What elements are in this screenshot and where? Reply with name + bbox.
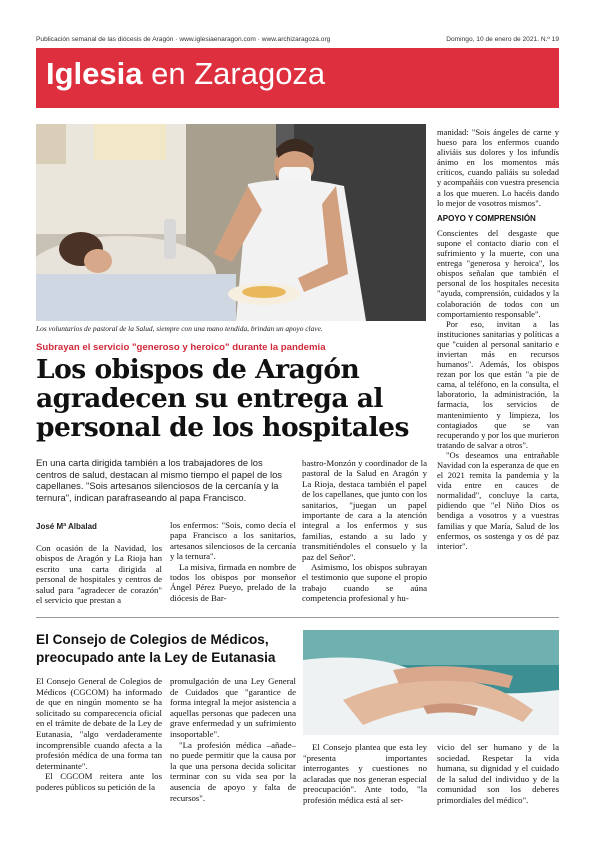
paragraph: El Consejo General de Colegios de Médicos (CGCOM) ha informado de que en ningún momento se ha solicitado su comparecencia oficial en el trámite de debate de la Ley de Eutanasia, "algo verdaderamente incomprensible cuando afecta a la profesión médica de una forma tan determinante". [36, 676, 162, 771]
second-column-1 [36, 676, 162, 793]
publication-info-bar [36, 36, 559, 48]
article-column-4 [437, 127, 559, 551]
article-column-1 [36, 543, 162, 605]
paragraph: "La profesión médica –añade– no puede permitir que la causa por la que una persona decida solicitar terminar con su vida sea por la ausencia de apoyo y falta de recursos". [170, 739, 296, 803]
second-column-2 [170, 676, 296, 803]
hands-photo [303, 630, 559, 735]
paragraph: vicio del ser humano y de la sociedad. Respetar la vida humana, su dignidad y el cuidado de la salud del individuo y de la comunidad son los deberes primordiales del médico". [437, 742, 559, 805]
paragraph: Asimismo, los obispos subrayan el testimonio que supone el propio trabajo cuando se aúna competencia profesional y hu- [302, 562, 427, 604]
paragraph: bastro-Monzón y coordinador de la pastoral de la Salud en Aragón y La Rioja, destaca también el papel de los capellanes, que junto con los sanitarios, "juegan un papel importante de cara a la atención integral a los enfermos y sus familias, estando a su lado y transmitiéndoles el consuelo y la paz del Señor". [302, 458, 427, 562]
hero-photo [36, 124, 426, 321]
paragraph: Conscientes del desgaste que supone el contacto diario con el sufrimiento y la muerte, con una entrega "generosa y heroica", los obispos señalan que también el personal de los hospitales necesita "ayuda, comprensión, cuidados y la colaboración de todos con un comportamiento responsable". [437, 227, 559, 319]
section-divider [36, 617, 559, 618]
issue-date: Domingo, 10 de enero de 2021. N.º 19 [446, 36, 559, 43]
paragraph: El Consejo plantea que esta ley "presenta importantes interrogantes y cuestiones no aclaradas que nos generan especial preocupación". Ante todo, "la profesión médica está al ser- [303, 742, 427, 805]
publication-info: Publicación semanal de las diócesis de Aragón · www.iglesiaenaragon.com · www.archizaragoza.org [36, 36, 331, 43]
subheading: APOYO Y COMPRENSIÓN [437, 213, 536, 223]
article-lead: En una carta dirigida también a los trabajadores de los centros de salud, destacan al mismo tiempo el papel de los capellanes. "Sois artesanos silenciosos de la cercanía y la ternura", indican parafraseando al papa Francisco. [36, 457, 282, 503]
article-kicker: Subrayan el servicio "generoso y heroico" durante la pandemia [36, 342, 326, 353]
masthead [36, 48, 559, 108]
second-article-headline: El Consejo de Colegios de Médicos, preocupado ante la Ley de Eutanasia [36, 632, 276, 665]
paragraph: "Os deseamos una entrañable Navidad con la esperanza de que en el 2021 remita la pandemia y la vida entre en cauces de normalidad", concluye la carta, pidiendo que "el Niño Dios os bendiga a vosotros y a vuestras familias y que María, Salud de los enfermos, os sostenga y os dé paz interior". [437, 449, 559, 551]
photo-caption: Los voluntarios de pastoral de la Salud, siempre con una mano tendida, brindan un apoyo clave. [36, 324, 323, 333]
article-byline: José Mª Albalad [36, 522, 97, 531]
paragraph: Por eso, invitan a las instituciones sanitarias y políticas a que "cuiden al personal sanitario e inviertan más en recursos humanos". Además, los obispos rezan por los que están "a pie de cama, al teléfono, en la consulta, el laboratorio, la administración, la farmacia, los servicios de mantenimiento y limpieza, los contagiados que se van recuperando y por los que murieron tratando de salvar a otros". [437, 318, 559, 450]
paragraph: promulgación de una Ley General de Cuidados que "garantice de forma integral la mejor asistencia a aquellas personas que padecen una grave enfermedad y un sufrimiento insoportable". [170, 676, 296, 739]
paragraph: los enfermos: "Sois, como decía el papa Francisco a los sanitarios, artesanos silenciosos de la cercanía y la ternura". [170, 520, 296, 562]
paragraph: El CGCOM reitera ante los poderes públicos su petición de la [36, 771, 162, 792]
paragraph: manidad: "Sois ángeles de carne y hueso para los enfermos cuando aliviáis sus dolores y los infundís ánimo en los momentos más críticos, cuando paliáis su soledad y acompañáis con vuestra presencia a los que mueren. Lo hacéis dando lo mejor de vosotros mismos". [437, 127, 559, 208]
paragraph: La misiva, firmada en nombre de todos los obispos por monseñor Ángel Pérez Pueyo, prelado de la diócesis de Bar- [170, 561, 296, 603]
second-column-4 [437, 742, 559, 806]
article-column-3 [302, 458, 427, 604]
article-column-2 [170, 520, 296, 603]
second-column-3 [303, 742, 427, 806]
article-headline: Los obispos de Aragón agradecen su entrega al personal de los hospitales [36, 354, 409, 443]
masthead-logo: Iglesia en Zaragoza [46, 56, 326, 91]
paragraph: Con ocasión de la Navidad, los obispos de Aragón y La Rioja han escrito una carta dirigida al personal de hospitales y centros de salud para "agradecer de corazón" el servicio que prestan a [36, 543, 162, 606]
